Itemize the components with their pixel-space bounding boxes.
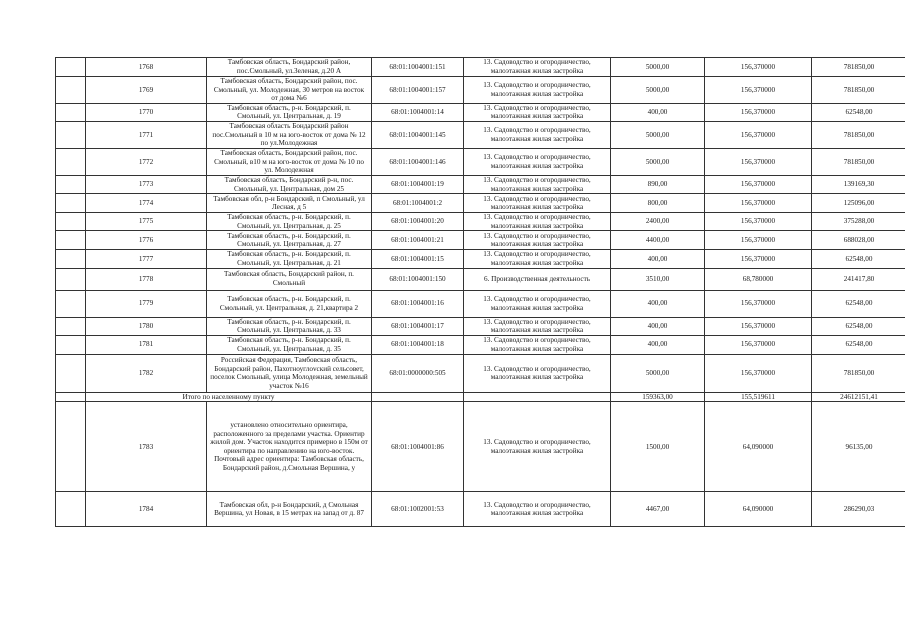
table-row [56,317,905,335]
table-row [56,354,905,392]
address-cell: Тамбовская область, Бондарский район, пос.Смольный, ул.Зеленая, д.20 А [207,58,372,77]
land-use-cell: 13. Садоводство и огородничество, малоэтажная жилая застройка [464,317,611,335]
table-row [56,194,905,213]
land-use-cell: 13. Садоводство и огородничество, малоэтажная жилая застройка [464,213,611,231]
blank-cell [56,231,86,250]
cadastral-number-cell: 68:01:1004001:14 [372,103,464,121]
total-row [56,392,905,402]
cadastral-value-cell: 125096,00 [812,194,905,213]
rate-cell: 156,370000 [705,354,812,392]
rate-cell: 156,370000 [705,58,812,77]
blank-cell [56,354,86,392]
cadastral-value-cell: 62548,00 [812,103,905,121]
row-number-cell: 1781 [86,335,207,354]
cadastral-value-cell: 241417,80 [812,268,905,290]
area-cell: 800,00 [611,194,705,213]
rate-cell: 68,780000 [705,268,812,290]
address-cell: Тамбовская область, Бондарский район, п. Смольный [207,268,372,290]
area-cell: 4467,00 [611,492,705,527]
cadastral-value-cell: 781850,00 [812,77,905,104]
row-number-cell: 1775 [86,213,207,231]
table-row [56,335,905,354]
cadastral-value-cell: 286290,03 [812,492,905,527]
area-cell: 890,00 [611,175,705,193]
blank-cell [56,77,86,104]
blank-cell [56,175,86,193]
address-cell: Тамбовская область, р-н. Бондарский, п. Смольный, ул. Центральная, д. 21,квартира 2 [207,290,372,317]
address-cell: Тамбовская область, Бондарский р-н, пос. Смольный, ул. Центральная, дом 25 [207,175,372,193]
rate-cell: 156,370000 [705,213,812,231]
total-label: Итого по населенному пункту [86,392,372,402]
blank-cell [56,58,86,77]
area-cell: 3510,00 [611,268,705,290]
row-number-cell: 1774 [86,194,207,213]
blank-cell [372,392,464,402]
blank-cell [56,290,86,317]
blank-cell [56,335,86,354]
cadastral-value-cell: 96135,00 [812,402,905,492]
land-use-cell: 6. Производственная деятельность [464,268,611,290]
cadastral-number-cell: 68:01:1004001:21 [372,231,464,250]
total-area-cell: 159363,00 [611,392,705,402]
land-use-cell: 13. Садоводство и огородничество, малоэтажная жилая застройка [464,58,611,77]
address-cell: Тамбовская область, Бондарский район, пос. Смольный, ул. Молодежная, 30 метров на восток от дома №6 [207,77,372,104]
cadastral-number-cell: 68:01:1002001:53 [372,492,464,527]
cadastral-number-cell: 68:01:1004001:145 [372,121,464,148]
table-row [56,175,905,193]
cadastral-number-cell: 68:01:1004001:15 [372,250,464,268]
blank-cell [56,148,86,175]
cadastral-number-cell: 68:01:1004001:86 [372,402,464,492]
table-body [56,58,905,527]
row-number-cell: 1779 [86,290,207,317]
cadastral-value-cell: 781850,00 [812,148,905,175]
table-row [56,250,905,268]
address-cell: Тамбовская область, р-н. Бондарский, п. Смольный, ул. Центральная, д. 19 [207,103,372,121]
cadastral-value-cell: 139169,30 [812,175,905,193]
cadastral-value-cell: 62548,00 [812,317,905,335]
rate-cell: 156,370000 [705,103,812,121]
rate-cell: 156,370000 [705,317,812,335]
area-cell: 400,00 [611,103,705,121]
area-cell: 4400,00 [611,231,705,250]
land-use-cell: 13. Садоводство и огородничество, малоэтажная жилая застройка [464,148,611,175]
address-cell: Тамбовская обл, р-н Бондарский, п Смольный, ул Лесная, д 5 [207,194,372,213]
area-cell: 5000,00 [611,148,705,175]
cadastral-number-cell: 68:01:1004001:150 [372,268,464,290]
rate-cell: 156,370000 [705,175,812,193]
area-cell: 400,00 [611,335,705,354]
blank-cell [464,392,611,402]
area-cell: 5000,00 [611,121,705,148]
cadastral-number-cell: 68:01:1004001:2 [372,194,464,213]
address-cell: Тамбовская область, Бондарский район, пос. Смольный, в10 м на юго-восток от дома № 10 по ул. Молодежная [207,148,372,175]
land-use-cell: 13. Садоводство и огородничество, малоэтажная жилая застройка [464,354,611,392]
land-use-cell: 13. Садоводство и огородничество, малоэтажная жилая застройка [464,250,611,268]
address-cell: Тамбовская область, р-н. Бондарский, п. Смольный, ул. Центральная, д. 25 [207,213,372,231]
rate-cell: 156,370000 [705,121,812,148]
table-row [56,77,905,104]
land-use-cell: 13. Садоводство и огородничество, малоэтажная жилая застройка [464,103,611,121]
table-row [56,231,905,250]
address-cell: Тамбовская область, р-н. Бондарский, п. Смольный, ул. Центральная, д. 35 [207,335,372,354]
blank-cell [56,103,86,121]
row-number-cell: 1776 [86,231,207,250]
row-number-cell: 1772 [86,148,207,175]
cadastral-value-cell: 62548,00 [812,335,905,354]
rate-cell: 156,370000 [705,290,812,317]
area-cell: 1500,00 [611,402,705,492]
cadastral-number-cell: 68:01:1004001:17 [372,317,464,335]
row-number-cell: 1782 [86,354,207,392]
cadastral-value-cell: 375288,00 [812,213,905,231]
rate-cell: 156,370000 [705,335,812,354]
table-row [56,402,905,492]
land-use-cell: 13. Садоводство и огородничество, малоэтажная жилая застройка [464,492,611,527]
address-cell: Тамбовская область, р-н. Бондарский, п. Смольный, ул. Центральная, д. 21 [207,250,372,268]
row-number-cell: 1778 [86,268,207,290]
table-row [56,148,905,175]
cadastral-number-cell: 68:01:1004001:16 [372,290,464,317]
land-use-cell: 13. Садоводство и огородничество, малоэтажная жилая застройка [464,194,611,213]
rate-cell: 156,370000 [705,231,812,250]
cadastral-number-cell: 68:01:1004001:18 [372,335,464,354]
table-row [56,103,905,121]
rate-cell: 156,370000 [705,77,812,104]
row-number-cell: 1771 [86,121,207,148]
rate-cell: 64,090000 [705,402,812,492]
blank-cell [56,492,86,527]
row-number-cell: 1768 [86,58,207,77]
cadastral-value-cell: 62548,00 [812,290,905,317]
blank-cell [56,121,86,148]
address-cell: Тамбовская область, р-н. Бондарский, п. Смольный, ул. Центральная, д. 33 [207,317,372,335]
area-cell: 5000,00 [611,77,705,104]
row-number-cell: 1773 [86,175,207,193]
table-row [56,290,905,317]
land-use-cell: 13. Садоводство и огородничество, малоэтажная жилая застройка [464,77,611,104]
blank-cell [56,213,86,231]
total-value-cell: 24612151,41 [812,392,905,402]
land-use-cell: 13. Садоводство и огородничество, малоэтажная жилая застройка [464,121,611,148]
cadastral-value-cell: 781850,00 [812,121,905,148]
area-cell: 400,00 [611,250,705,268]
cadastral-number-cell: 68:01:1004001:20 [372,213,464,231]
table-row [56,268,905,290]
land-use-cell: 13. Садоводство и огородничество, малоэтажная жилая застройка [464,290,611,317]
cadastral-number-cell: 68:01:1004001:157 [372,77,464,104]
row-number-cell: 1777 [86,250,207,268]
area-cell: 400,00 [611,290,705,317]
rate-cell: 156,370000 [705,194,812,213]
land-use-cell: 13. Садоводство и огородничество, малоэтажная жилая застройка [464,231,611,250]
cadastral-number-cell: 68:01:1004001:151 [372,58,464,77]
row-number-cell: 1769 [86,77,207,104]
cadastral-number-cell: 68:01:1004001:19 [372,175,464,193]
table-row [56,121,905,148]
area-cell: 2400,00 [611,213,705,231]
land-use-cell: 13. Садоводство и огородничество, малоэтажная жилая застройка [464,335,611,354]
address-cell: Тамбовская обл, р-н Бондарский, д Смольная Вершина, ул Новая, в 15 метрах на запад от д. 87 [207,492,372,527]
address-cell: Российская Федерация, Тамбовская область, Бондарский район, Пахотноуглovский сельсовет, поселок Смольный, улица Молодежная, земельный участок №16 [207,354,372,392]
rate-cell: 64,090000 [705,492,812,527]
blank-cell [56,250,86,268]
blank-cell [56,268,86,290]
total-rate-cell: 155,519611 [705,392,812,402]
blank-cell [56,392,86,402]
table-row [56,213,905,231]
cadastral-number-cell: 68:01:0000000:505 [372,354,464,392]
area-cell: 5000,00 [611,354,705,392]
cadastral-value-cell: 781850,00 [812,58,905,77]
cadastral-value-cell: 781850,00 [812,354,905,392]
cadastral-number-cell: 68:01:1004001:146 [372,148,464,175]
blank-cell [56,402,86,492]
table-row [56,492,905,527]
land-use-cell: 13. Садоводство и огородничество, малоэтажная жилая застройка [464,402,611,492]
address-cell: Тамбовская область, р-н. Бондарский, п. Смольный, ул. Центральная, д. 27 [207,231,372,250]
land-register-table [55,57,905,527]
rate-cell: 156,370000 [705,250,812,268]
row-number-cell: 1770 [86,103,207,121]
blank-cell [56,317,86,335]
row-number-cell: 1784 [86,492,207,527]
row-number-cell: 1780 [86,317,207,335]
table-row [56,58,905,77]
area-cell: 400,00 [611,317,705,335]
blank-cell [56,194,86,213]
area-cell: 5000,00 [611,58,705,77]
row-number-cell: 1783 [86,402,207,492]
address-cell: установлено относительно ориентира, расположенного за пределами участка. Ориентир жилой дом. Участок находится примерно в 150м от ориентира по направлению на юго-восток. Почтовый адрес ориентира: Тамбовская область, Бондарский район, д.Смольная Вершина, у [207,402,372,492]
land-use-cell: 13. Садоводство и огородничество, малоэтажная жилая застройка [464,175,611,193]
cadastral-value-cell: 688028,00 [812,231,905,250]
cadastral-value-cell: 62548,00 [812,250,905,268]
address-cell: Тамбовская область Бондарский район пос.Смольный в 10 м на юго-восток от дома № 12 по ул.Молодежная [207,121,372,148]
rate-cell: 156,370000 [705,148,812,175]
